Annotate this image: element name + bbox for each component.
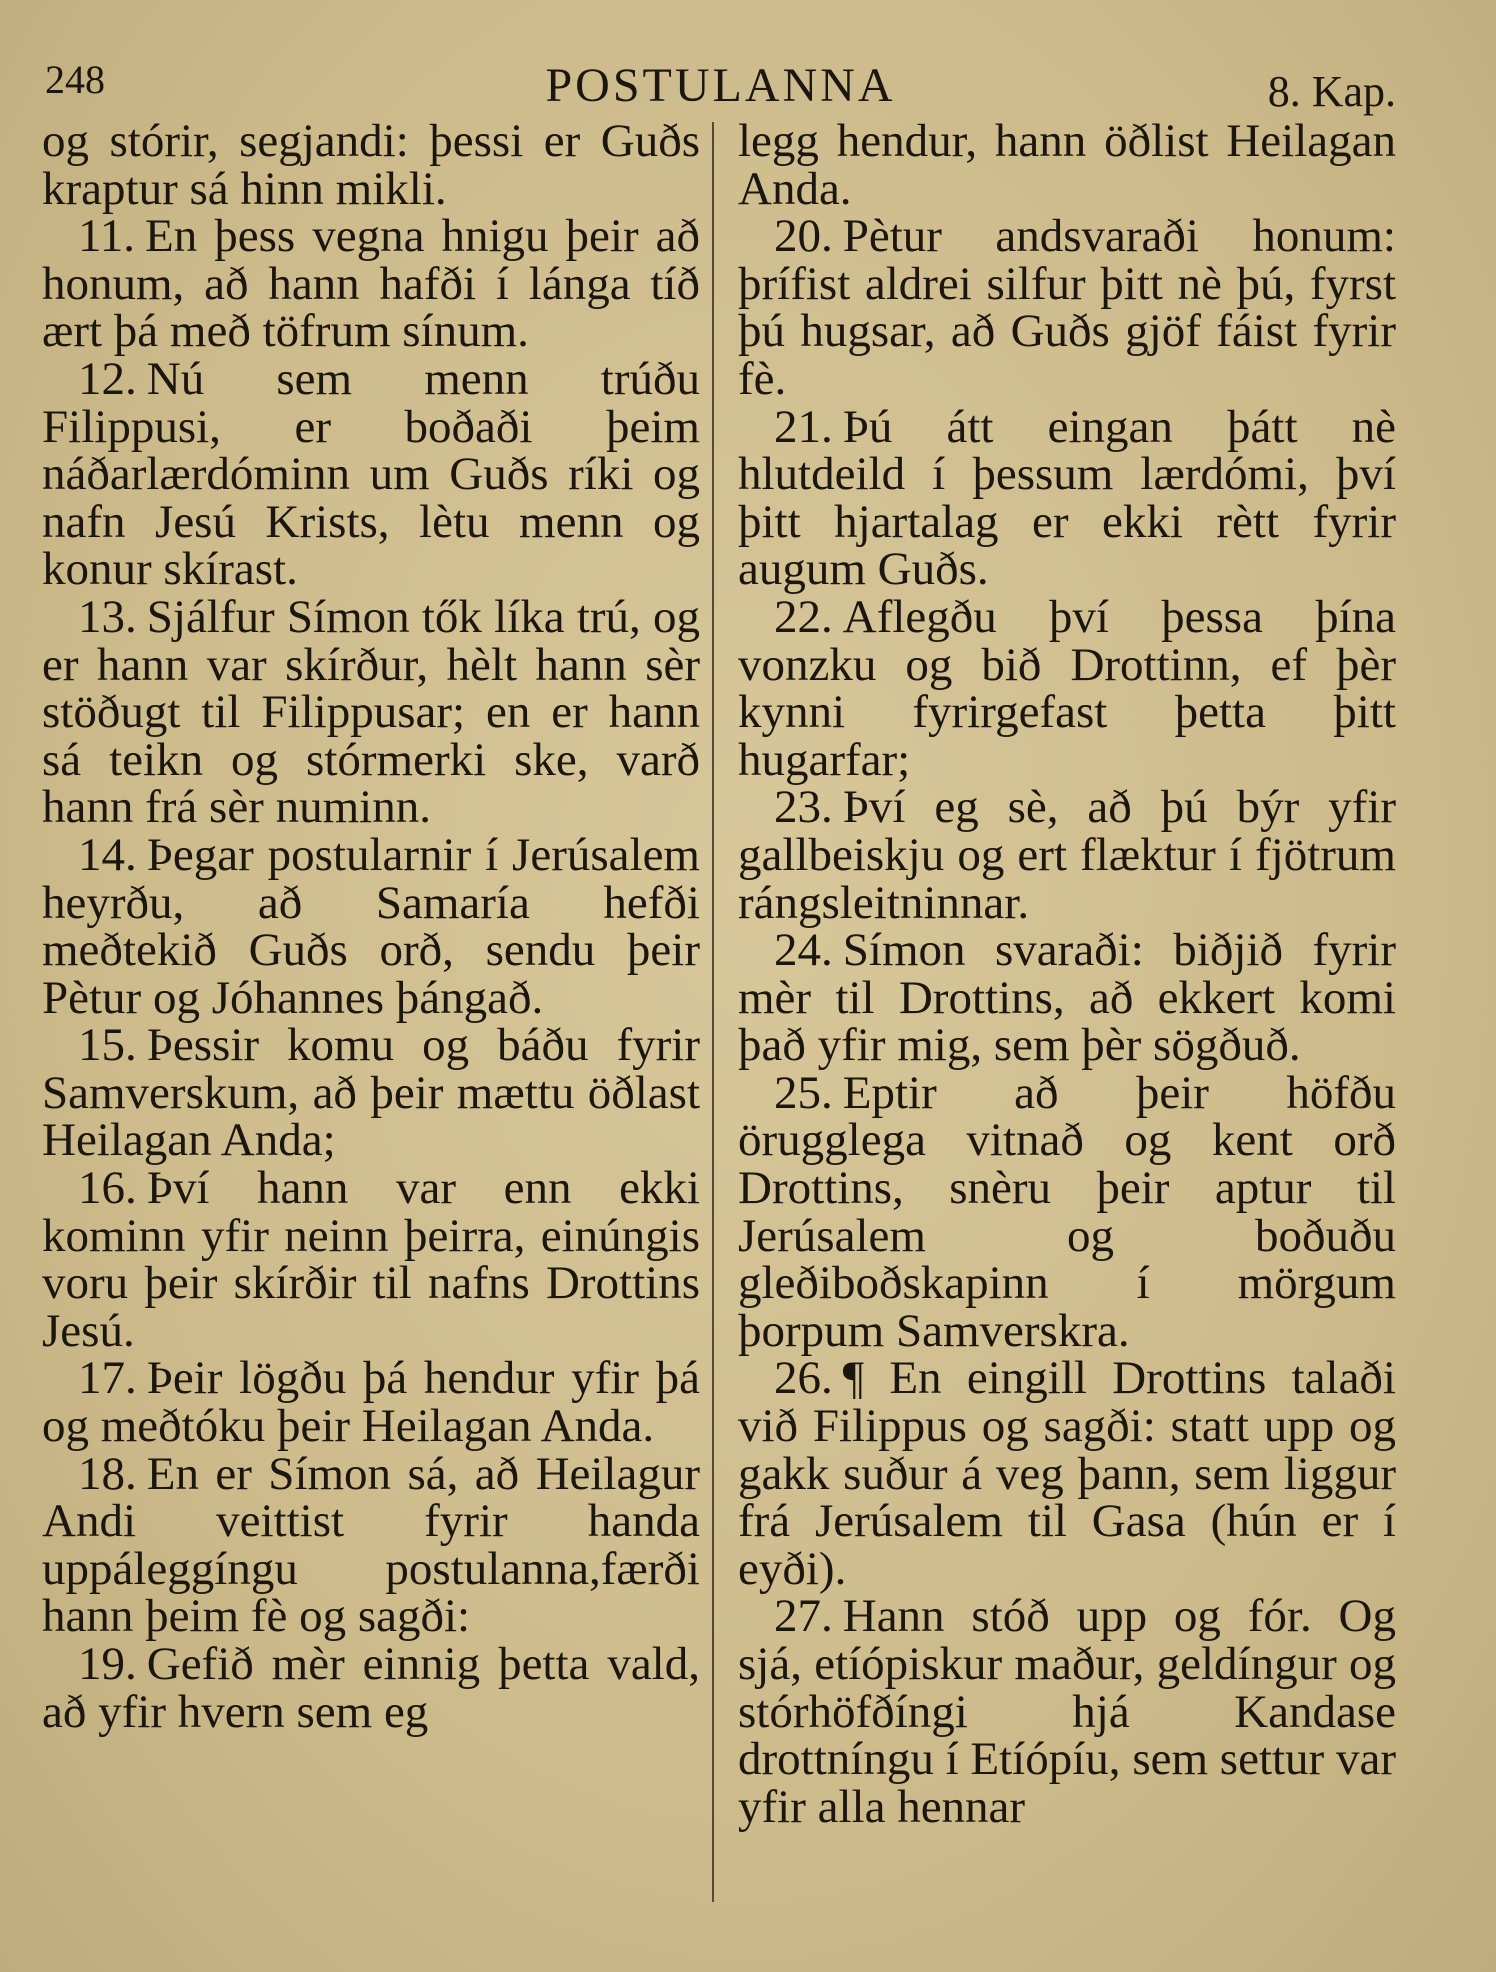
verse [42,352,700,596]
verse-text: Pètur andsvaraði honum: þrífist aldrei silfur þitt nè þú, fyrst þú hugsar, að Guðs gjöf fáist fyrir fè. [738,210,1396,405]
verse-number: 11. [78,210,136,263]
chapter-label: 8. Kap. [1267,67,1396,116]
verse-number: 17. [78,1352,137,1405]
continued-text: legg hendur, hann öðlist Heilagan Anda. [738,115,1396,215]
verse-number: 15. [78,1019,137,1072]
verse-text: Gefið mèr einnig þetta vald, að yfir hvern sem eg [42,1638,700,1738]
verse [738,1066,1396,1357]
verse-number: 12. [78,352,137,405]
verse-text: Þessir komu og báðu fyrir Samverskum, að þeir mættu öðlast Heilagan Anda; [42,1019,700,1167]
verse [42,1447,700,1643]
verse-number: 13. [78,590,137,643]
verse [42,1162,700,1357]
right-column [738,115,1396,1833]
column-divider [712,122,714,1902]
verse-number: 19. [78,1638,137,1690]
verse [42,1352,700,1453]
verse-text: ¶ En eingill Drottins talaði við Filippus og sagði: statt upp og gakk suður á veg þann, sem liggur frá Jerúsalem til Gasa (hún er í eyði). [738,1352,1396,1595]
verse-number: 14. [78,828,137,881]
verse [42,590,700,834]
verse-text: Sjálfur Símon tők líka trú, og er hann var skírður, hèlt hann sèr stöðugt til Filippusar; en er hann sá teikn og stórmerki ske, varð hann frá sèr numinn. [42,590,700,834]
verse-text: Þeir lögðu þá hendur yfir þá og meðtóku þeir Heilagan Anda. [42,1352,700,1453]
verse-text: Nú sem menn trúðu Filippusi, er boðaði þeim náðarlærdóminn um Guðs ríki og nafn Jesú Krists, lètu menn og konur skírast. [42,352,700,596]
page-number: 248 [45,57,105,102]
verse-text: Hann stóð upp og fór. Og sjá, etíópiskur maður, geldíngur og stórhöfðíngi hjá Kandase drottníngu í Etíópíu, sem settur var yfir alla hennar [738,1590,1396,1833]
continued-text: og stórir, segjandi: þessi er Guðs kraptur sá hinn mikli. [42,115,700,215]
verse-text: Aflegðu því þessa þína vonzku og bið Drottinn, ef þèr kynni fyrirgefast þetta þitt hugarfar; [738,590,1396,786]
verse-text: Þú átt eingan þátt nè hlutdeild í þessum lærdómi, því þitt hjartalag er ekki rètt fyrir augum Guðs. [738,400,1396,596]
verse-text: Því eg sè, að þú býr yfir gallbeiskju og ert flæktur í fjötrum rángsleitninnar. [738,781,1396,929]
verse-text: Þegar postularnir í Jerúsalem heyrðu, að Samaría hefði meðtekið Guðs orð, sendu þeir Pètur og Jóhannes þángað. [42,828,700,1024]
verse-text: Símon svaraði: biðjið fyrir mèr til Drottins, að ekkert komi það yfir mig, sem þèr sögðuð. [738,924,1396,1072]
verse-number: 22. [774,590,833,643]
verse [738,1590,1396,1833]
running-header [45,52,1396,116]
verse [738,924,1396,1072]
verse-text: En er Símon sá, að Heilagur Andi veittist fyrir handa uppáleggíngu postulanna,færði hann þeim fè og sagði: [42,1447,700,1643]
page-title: POSTULANNA [545,59,896,112]
verse [42,210,700,358]
verse-number: 18. [78,1447,137,1500]
verse-text: Því hann var enn ekki kominn yfir neinn þeirra, einúngis voru þeir skírðir til nafns Drottins Jesú. [42,1162,700,1357]
verse-number: 24. [774,924,833,977]
verse [738,590,1396,786]
verse-number: 26. [774,1352,833,1405]
verse-text: En þess vegna hnigu þeir að honum, að hann hafði í lánga tíð ært þá með töfrum sínum. [42,210,700,358]
verse [738,1352,1396,1595]
verse-number: 27. [774,1590,833,1643]
verse-number: 25. [774,1066,833,1119]
verse-number: 21. [774,400,833,453]
verse [738,781,1396,929]
verse [42,1019,700,1167]
verse-number: 16. [78,1162,137,1215]
verse [738,210,1396,405]
left-column [42,115,700,1738]
verse [42,1638,700,1738]
verse-number: 23. [774,781,833,834]
verse-number: 20. [774,210,833,263]
verse [738,400,1396,596]
verse-text: Eptir að þeir höfðu örugglega vitnað og kent orð Drottins, snèru þeir aptur til Jerúsalem og boðuðu gleðiboðskapinn í mörgum þorpum Samverskra. [738,1066,1396,1357]
verse [42,828,700,1024]
